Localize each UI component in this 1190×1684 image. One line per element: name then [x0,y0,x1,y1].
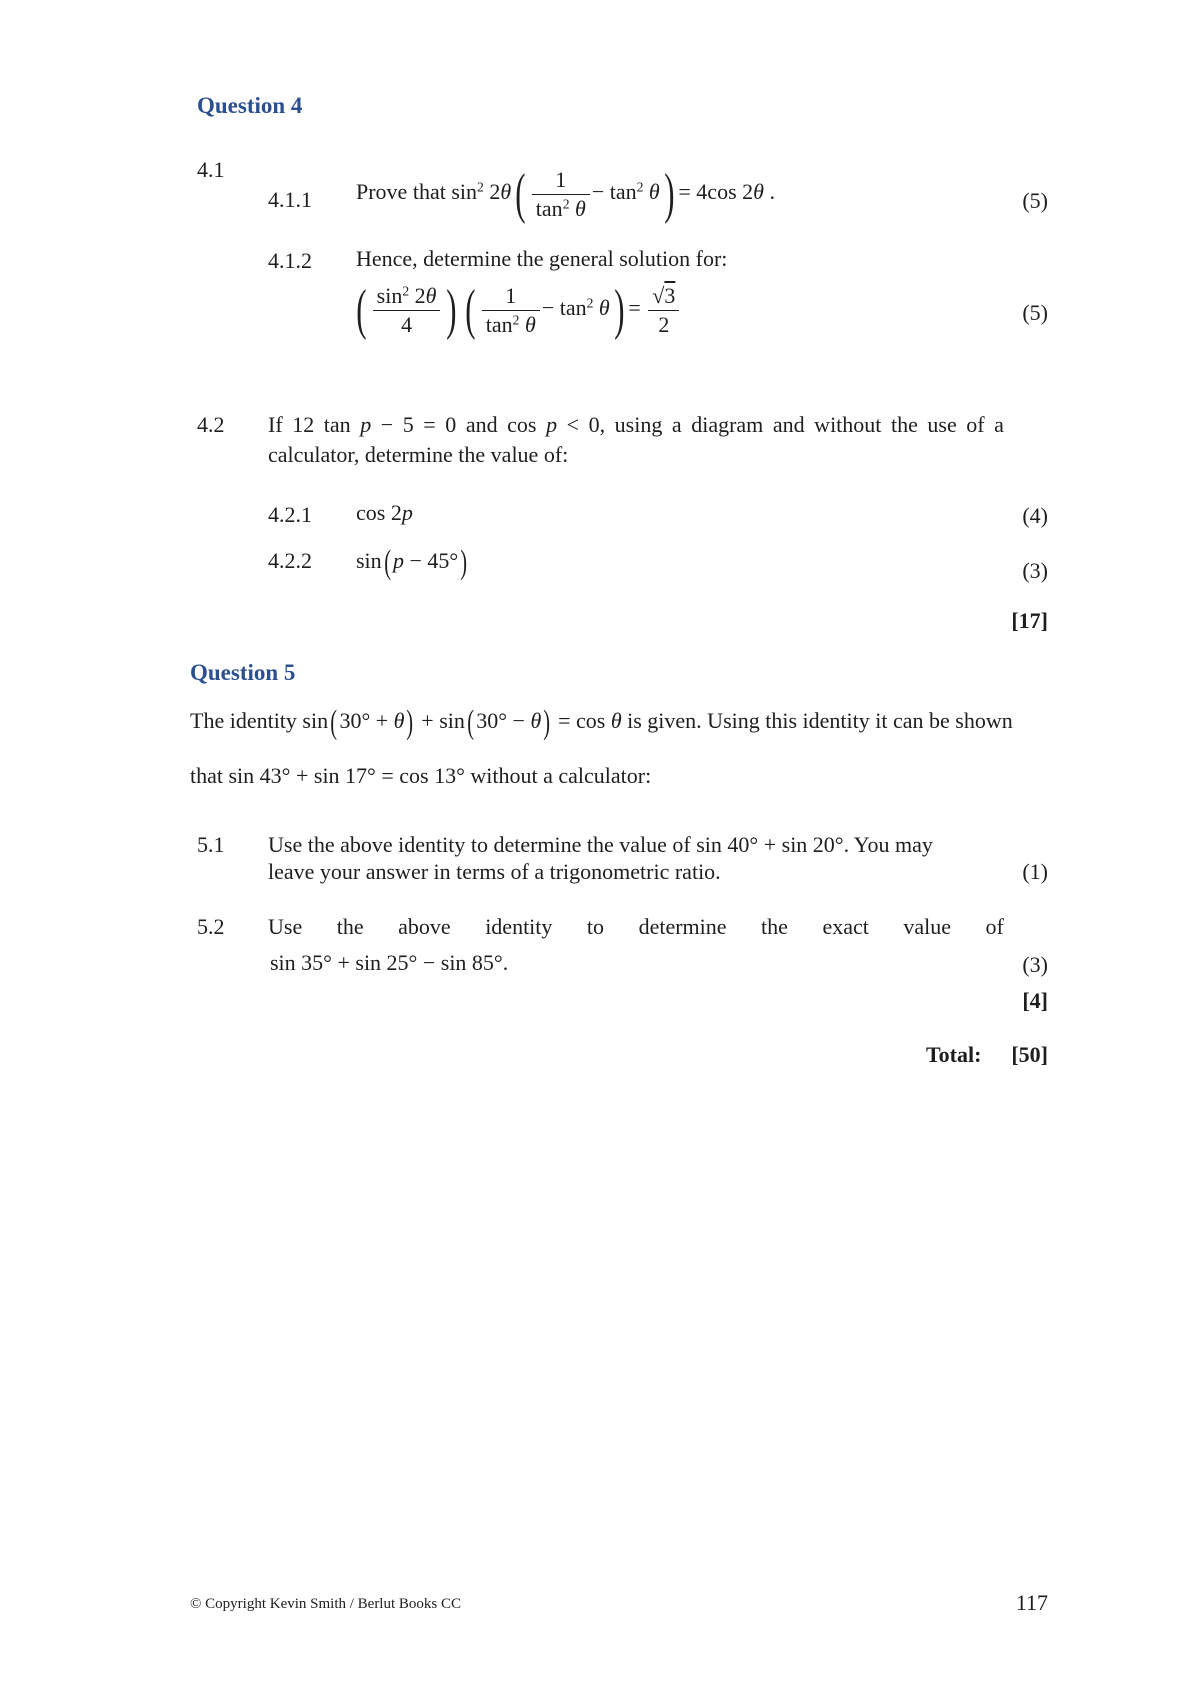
total-value: [50] [1011,1042,1048,1067]
math-expression: $\sin^2 2\theta$( $\frac{1}{\tan^2 \theta}$ − $\tan^2 \theta) = 4\cos$ 2θ . [451,163,775,225]
q5-intro-line2: that sin 43° + sin 17° = cos 13° without a calculator: [190,763,652,788]
marks-4-1-2: (5) [1022,300,1048,325]
item-number-4-1-1: 4.1.1 [268,187,312,212]
equation-4-1-2: ( $\frac{\sin^2 2\theta}{4}$ ) ( $\frac{1}{\tan^2 \theta}$ − $\tan^2 \theta$) = $\frac{√3}{2}$ [352,282,681,338]
expression-5-2: sin 35° + sin 25° − sin 85°. [270,950,509,975]
item-number-5-1: 5.1 [197,832,225,857]
prove-that-label: Prove that [356,179,446,205]
marks-5-1: (1) [1022,859,1048,884]
item-number-5-2: 5.2 [197,914,225,939]
q5-intro-line1: The identity sin( 30° + θ) + sin( 30° − θ) = cos θ is given. Using this identity it can be shown [190,704,1013,741]
text-4-2-line1: If 12 tan p − 5 = 0 and cos p < 0, using a diagram and without the use of a [268,412,1004,437]
marks-4-1-1: (5) [1022,188,1048,213]
expression-4-2-1: cos 2p [356,500,413,525]
text-4-2-line2: calculator, determine the value of: [268,442,569,467]
item-number-4-1-2: 4.1.2 [268,248,312,273]
text-4-1-2: Hence, determine the general solution for: [356,246,728,271]
expression-4-2-2: sin( p − 45°) [356,544,468,581]
total-label: Total: [926,1042,982,1067]
marks-4-2-1: (4) [1022,503,1048,528]
page-number: 117 [1015,1590,1048,1615]
marks-5-2: (3) [1022,952,1048,977]
question-5-heading: Question 5 [190,660,296,685]
text-5-1-line2: leave your answer in terms of a trigonometric ratio. [268,859,721,884]
item-number-4-2-2: 4.2.2 [268,548,312,573]
question-4-heading: Question 4 [197,93,303,118]
text-5-2-line1: Use the above identity to determine the exact value of [268,914,1004,939]
text-5-1-line1: Use the above identity to determine the value of sin 40° + sin 20°. You may [268,832,933,857]
marks-4-2-2: (3) [1022,558,1048,583]
question-4-total: [17] [1011,608,1048,633]
item-number-4-2: 4.2 [197,412,225,437]
copyright-notice: © Copyright Kevin Smith / Berlut Books CC [190,1596,461,1612]
equation-4-1-1 [356,163,775,225]
item-number-4-1: 4.1 [197,157,225,182]
question-5-total: [4] [1022,988,1048,1013]
item-number-4-2-1: 4.2.1 [268,502,312,527]
